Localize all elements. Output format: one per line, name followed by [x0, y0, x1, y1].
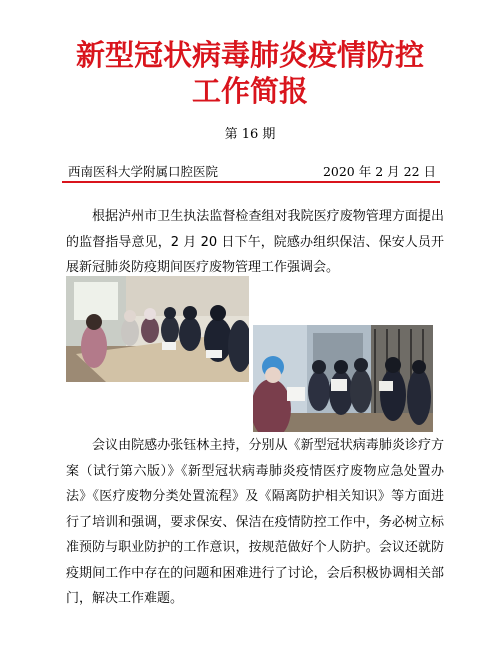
- organization-name: 西南医科大学附属口腔医院: [68, 164, 219, 179]
- briefing-title-line2: 工作简报: [191, 74, 308, 108]
- publish-date: 2020 年 2 月 22 日: [322, 164, 436, 179]
- briefing-title-line1: 新型冠状病毒肺炎疫情防控: [75, 38, 424, 72]
- issue-number: 第 16 期: [224, 127, 276, 142]
- body-paragraph-1: 根据泸州市卫生执法监督检查组对我院医疗废物管理方面提出的监督指导意见，2 月 20 日下午，院感办组织保洁、保安人员开展新冠肺炎防疫期间医疗废物管理工作强调会。: [66, 209, 444, 275]
- meeting-photo-1: [66, 276, 249, 382]
- body-paragraph-2: 会议由院感办张钰林主持，分别从《新型冠状病毒肺炎诊疗方案（试行第六版）》《新型冠状病毒肺炎疫情医疗废物应急处置办法》《医疗废物分类处置流程》及《隔离防护相关知识》等方面进行了培训和强调，要求保安、保洁在疫情防控工作中，务必树立标准预防与职业防护的工作意识，按规范做好个人防护。会议还就防疫期间工作中存在的问题和困难进行了讨论，会后积极协调相关部门，解决工作难题。: [66, 438, 444, 606]
- meeting-photo-2: [253, 325, 433, 432]
- header-divider: [62, 181, 440, 183]
